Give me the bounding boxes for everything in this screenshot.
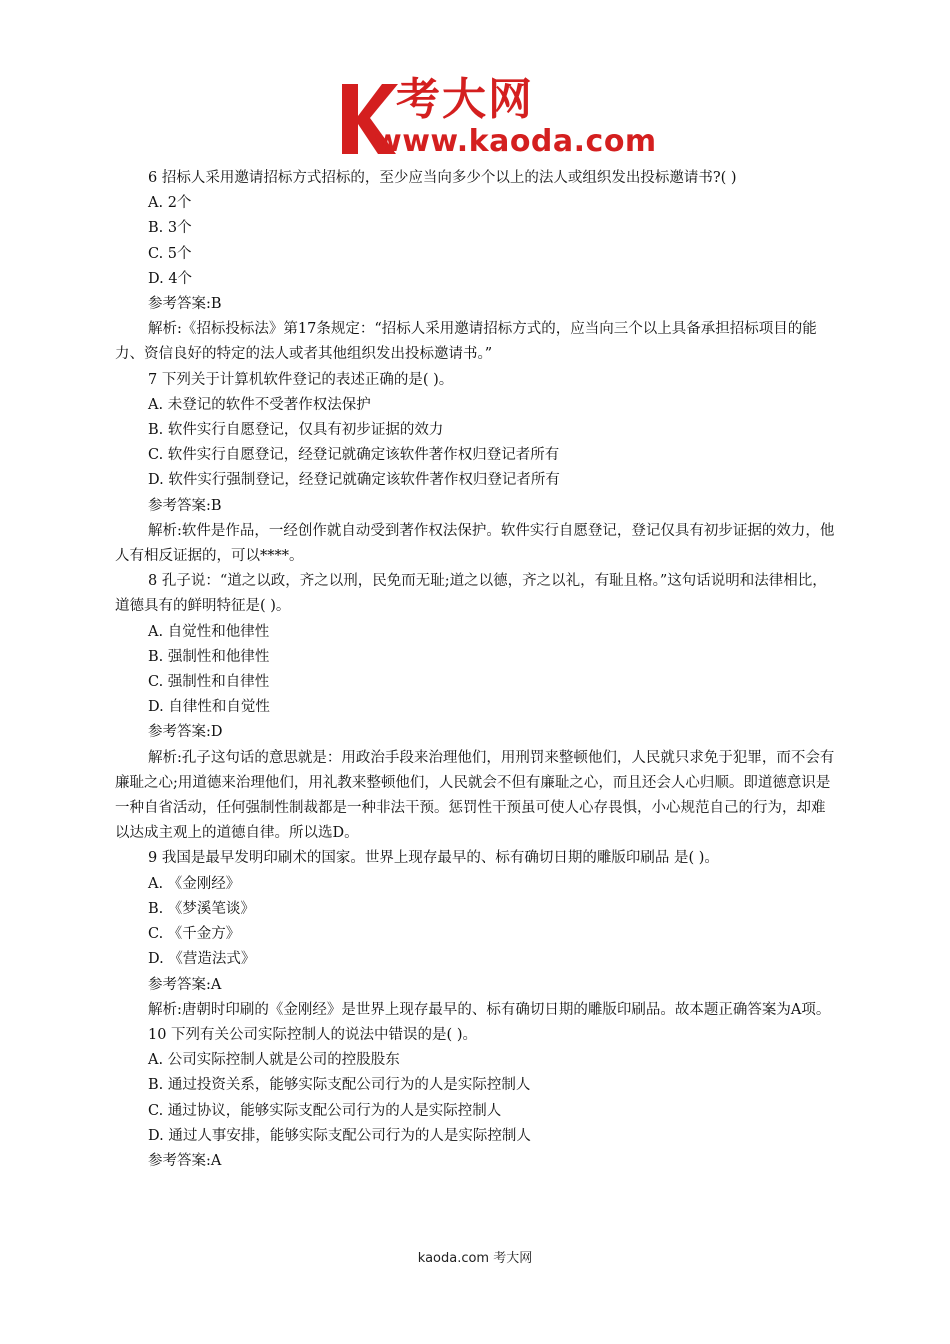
question-text: 8 孔子说：“道之以政，齐之以刑，民免而无耻;道之以德，齐之以礼，有耻且格。”这句话说明和法律相比，道德具有的鲜明特征是( )。 bbox=[115, 573, 827, 615]
option: C. 强制性和自律性 bbox=[148, 674, 270, 691]
option: B. 《梦溪笔谈》 bbox=[148, 900, 255, 917]
question-text: 10 下列有关公司实际控制人的说法中错误的是( )。 bbox=[148, 1026, 477, 1043]
page-footer: kaoda.com 考大网 bbox=[417, 1251, 533, 1266]
question-text: 9 我国是最早发明印刷术的国家。世界上现存最早的、标有确切日期的雕版印刷品 是( )。 bbox=[148, 850, 719, 867]
option: C. 5个 bbox=[148, 245, 192, 262]
question-text: 6 招标人采用邀请招标方式招标的，至少应当向多少个以上的法人或组织发出投标邀请书?( ) bbox=[148, 170, 737, 186]
logo-brand-name: 考大网 bbox=[396, 74, 534, 125]
answer: 参考答案:A bbox=[148, 1152, 222, 1169]
question-list bbox=[115, 166, 837, 1174]
answer: 参考答案:A bbox=[148, 976, 222, 993]
option: C. 软件实行自愿登记，经登记就确定该软件著作权归登记者所有 bbox=[148, 447, 560, 464]
option: D. 通过人事安排，能够实际支配公司行为的人是实际控制人 bbox=[148, 1127, 531, 1144]
answer: 参考答案:B bbox=[148, 497, 222, 514]
question-text: 7 下列关于计算机软件登记的表述正确的是( )。 bbox=[148, 371, 454, 388]
option: C. 《千金方》 bbox=[148, 926, 241, 943]
answer: 参考答案:B bbox=[148, 296, 222, 313]
option: B. 3个 bbox=[148, 220, 192, 237]
option: B. 软件实行自愿登记，仅具有初步证据的效力 bbox=[148, 422, 444, 439]
option: A. 2个 bbox=[148, 195, 192, 212]
option: D. 软件实行强制登记，经登记就确定该软件著作权归登记者所有 bbox=[148, 472, 560, 489]
analysis: 解析:唐朝时印刷的《金刚经》是世界上现存最早的、标有确切日期的雕版印刷品。故本题正确答案为A项。 bbox=[148, 1001, 831, 1018]
option: B. 通过投资关系，能够实际支配公司行为的人是实际控制人 bbox=[148, 1077, 531, 1094]
option: C. 通过协议，能够实际支配公司行为的人是实际控制人 bbox=[148, 1102, 502, 1119]
kaoda-logo bbox=[338, 74, 657, 160]
option: D. 4个 bbox=[148, 270, 193, 287]
option: A. 自觉性和他律性 bbox=[148, 623, 270, 640]
option: D. 《营造法式》 bbox=[148, 951, 256, 968]
option: A. 公司实际控制人就是公司的控股股东 bbox=[148, 1052, 400, 1069]
logo-url: www.kaoda.com bbox=[374, 124, 657, 159]
option: B. 强制性和他律性 bbox=[148, 648, 270, 665]
analysis: 解析:软件是作品，一经创作就自动受到著作权法保护。软件实行自愿登记，登记仅具有初步证据的效力，他人有相反证据的，可以****。 bbox=[115, 522, 835, 565]
option: A. 未登记的软件不受著作权法保护 bbox=[148, 396, 371, 413]
option: A. 《金刚经》 bbox=[148, 875, 241, 892]
analysis: 解析:《招标投标法》第17条规定：“招标人采用邀请招标方式的，应当向三个以上具备承担招标项目的能力、资信良好的特定的法人或者其他组织发出投标邀请书。” bbox=[115, 321, 817, 363]
analysis: 解析:孔子这句话的意思就是：用政治手段来治理他们，用刑罚来整顿他们，人民就只求免于犯罪，而不会有廉耻之心;用道德来治理他们，用礼教来整顿他们，人民就会不但有廉耻之心，而且还会人心归顺。即道德意识是一种自省活动，任何强制性制裁都是一种非法干预。惩罚性干预虽可使人心存畏惧，小心规范自己的行为，却难以达成主观上的道德自律。所以选D。 bbox=[115, 749, 835, 842]
answer: 参考答案:D bbox=[148, 724, 223, 741]
option: D. 自律性和自觉性 bbox=[148, 699, 270, 716]
